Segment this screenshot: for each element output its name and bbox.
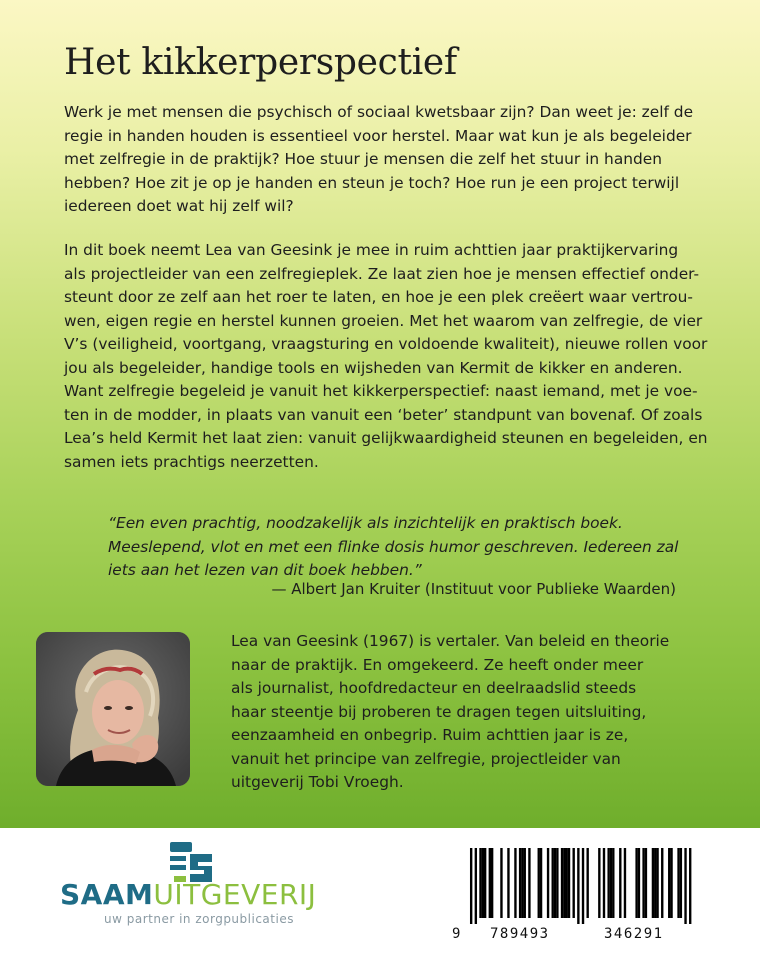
description-line: jou als begeleider, handige tools en wijsheden van Kermit de kikker en anderen. (64, 358, 683, 377)
barcode-bar (479, 848, 481, 918)
barcode-bar (661, 848, 663, 918)
publisher-name-uitgeverij: UITGEVERIJ (153, 878, 317, 911)
intro-paragraph (64, 101, 704, 219)
barcode-bar (475, 848, 477, 924)
bio-line: eenzaamheid en onbegrip. Ruim achttien jaar is ze, (231, 726, 629, 744)
description-line: V’s (veiligheid, voortgang, vraagsturing en voldoende kwaliteit), nieuwe rollen voor (64, 335, 708, 353)
intro-line: iedereen doet wat hij zelf wil? (64, 197, 294, 215)
barcode-bar (521, 848, 523, 918)
barcode-bar (689, 848, 691, 924)
publisher-name (60, 878, 316, 911)
barcode-bar (554, 848, 556, 918)
description-line: Lea’s held Kermit het laat zien: vanuit gelijkwaardigheid steunen en begeleiden, en (64, 429, 708, 447)
description-line: als projectleider van een zelfregieplek. Ze laat zien hoe je mensen effectief onder- (64, 264, 700, 283)
barcode-bar (684, 848, 686, 924)
barcode-bar (610, 848, 612, 918)
isbn-lead-digit: 9 (452, 926, 461, 942)
barcode-bar (482, 848, 484, 918)
barcode-bar (598, 848, 600, 918)
barcode-bar (603, 848, 605, 918)
barcode-bar (470, 848, 472, 924)
barcode-bar (677, 848, 679, 918)
barcode-bar (519, 848, 521, 918)
barcode-bar (552, 848, 554, 918)
barcode-bar (612, 848, 614, 918)
barcode-bar (670, 848, 672, 918)
barcode-bar (540, 848, 542, 918)
description-line: samen iets prachtigs neerzetten. (64, 452, 319, 471)
isbn-right-group: 346291 (604, 926, 664, 942)
isbn-barcode (456, 848, 696, 924)
barcode-bar (484, 848, 486, 918)
description-line: wen, eigen regie en herstel kunnen groeien. Met het waarom van zelfregie, de vier (64, 311, 703, 330)
intro-line: regie in handen houden is essentieel voor herstel. Maar wat kun je als begeleider (64, 126, 692, 145)
barcode-bar (500, 848, 502, 918)
barcode-bar (577, 848, 579, 924)
quote-attribution: — Albert Jan Kruiter (Instituut voor Publieke Waarden) (271, 580, 676, 598)
description-line: ten in de modder, in plaats van vanuit een ‘beter’ standpunt van bovenaf. Of zoals (64, 405, 703, 424)
barcode-bar (538, 848, 540, 918)
barcode-bar (654, 848, 656, 918)
barcode-bar (635, 848, 637, 918)
author-photo (36, 632, 190, 786)
barcode-bar (547, 848, 549, 918)
barcode-bar (507, 848, 509, 918)
barcode-bar (561, 848, 563, 918)
barcode-bar (656, 848, 658, 918)
intro-line: hebben? Hoe zit je op je handen en steun je toch? Hoe run je een project terwijl (64, 173, 680, 192)
barcode-bar (566, 848, 568, 918)
barcode-bar (489, 848, 491, 918)
publisher-tagline: uw partner in zorgpublicaties (104, 912, 294, 926)
description-paragraph (64, 239, 708, 474)
bio-line: haar steentje bij proberen te dragen tegen uitsluiting, (231, 702, 647, 721)
publisher-name-saam: SAAM (60, 878, 154, 911)
barcode-bar (563, 848, 565, 918)
barcode-bar (642, 848, 644, 918)
bio-line: Lea van Geesink (1967) is vertaler. Van beleid en theorie (231, 632, 670, 650)
barcode-bar (645, 848, 647, 918)
barcode-bar (668, 848, 670, 918)
review-quote (108, 512, 678, 583)
intro-line: Werk je met mensen die psychisch of sociaal kwetsbaar zijn? Dan weet je: zelf de (64, 103, 694, 121)
bio-line: naar de praktijk. En omgekeerd. Ze heeft onder meer (231, 655, 644, 674)
barcode-bar (524, 848, 526, 918)
barcode-bar (680, 848, 682, 918)
barcode-bar (568, 848, 570, 918)
quote-line: iets aan het lezen van dit boek hebben.” (108, 561, 422, 579)
barcode-bar (514, 848, 516, 918)
description-line: steunt door ze zelf aan het roer te laten, en hoe je een plek creëert waar vertrou- (64, 288, 693, 306)
bio-line: uitgeverij Tobi Vroegh. (231, 773, 404, 791)
barcode-bar (582, 848, 584, 924)
quote-line: Meeslepend, vlot en met een flinke dosis humor geschreven. Iedereen zal (108, 537, 679, 556)
bio-line: als journalist, hoofdredacteur en deelraadslid steeds (231, 679, 637, 697)
barcode-bar (638, 848, 640, 918)
author-bio (231, 630, 701, 795)
barcode-bar (491, 848, 493, 918)
barcode-bar (607, 848, 609, 918)
barcode-bar (652, 848, 654, 918)
barcode-bar (619, 848, 621, 918)
description-line: Want zelfregie begeleid je vanuit het kikkerperspectief: naast iemand, met je voe- (64, 382, 698, 400)
intro-line: met zelfregie in de praktijk? Hoe stuur je mensen die zelf het stuur in handen (64, 150, 662, 168)
barcode-bar (573, 848, 575, 918)
quote-line: “Een even prachtig, noodzakelijk als inzichtelijk en praktisch boek. (108, 514, 623, 532)
book-title: Het kikkerperspectief (64, 42, 457, 83)
barcode-bar (556, 848, 558, 918)
bio-line: vanuit het principe van zelfregie, projectleider van (231, 749, 621, 768)
isbn-left-group: 789493 (490, 926, 550, 942)
barcode-bar (624, 848, 626, 918)
description-line: In dit boek neemt Lea van Geesink je mee in ruim achttien jaar praktijkervaring (64, 241, 679, 259)
barcode-bar (528, 848, 530, 918)
barcode-bar (586, 848, 588, 918)
